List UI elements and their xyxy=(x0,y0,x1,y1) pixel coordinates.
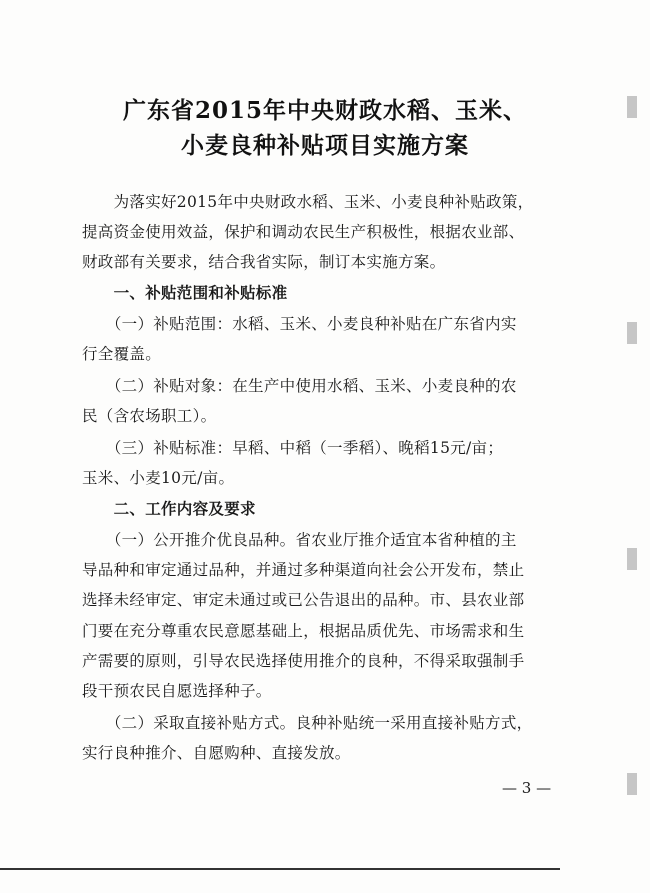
body-text-line: 民（含农场职工）。 xyxy=(82,407,217,425)
document-title-line2: 小麦良种补贴项目实施方案 xyxy=(181,132,469,159)
body-text-line: 产需要的原则，引导农民选择使用推介的良种，不得采取强制手 xyxy=(82,652,525,670)
body-text-line: 为落实好2015年中央财政水稻、玉米、小麦良种补贴政策， xyxy=(82,193,534,211)
section-heading: 一、补贴范围和补贴标准 xyxy=(82,283,288,302)
body-text-line: （一）补贴范围：水稻、玉米、小麦良种补贴在广东省内实 xyxy=(82,315,517,333)
document-title-line1: 广东省2015年中央财政水稻、玉米、 xyxy=(122,97,527,124)
scan-edge-mark xyxy=(627,96,637,118)
bottom-rule xyxy=(0,868,560,870)
body-text-line: 门要在充分尊重农民意愿基础上，根据品质优先、市场需求和生 xyxy=(82,622,525,640)
scan-edge-mark xyxy=(627,773,637,795)
scan-edge-mark xyxy=(627,548,637,570)
body-text-line: 玉米、小麦10元/亩。 xyxy=(82,469,235,487)
body-text-line: （三）补贴标准：早稻、中稻（一季稻）、晚稻15元/亩； xyxy=(82,439,504,457)
body-text-line: 提高资金使用效益，保护和调动农民生产积极性，根据农业部、 xyxy=(82,223,525,241)
body-text-line: 选择未经审定、审定未通过或已公告退出的品种。市、县农业部 xyxy=(82,591,525,609)
body-text-line: 财政部有关要求，结合我省实际，制订本实施方案。 xyxy=(82,253,446,271)
body-text-line: 行全覆盖。 xyxy=(82,345,162,363)
scan-edge-mark xyxy=(627,322,637,344)
body-text-line: 段干预农民自愿选择种子。 xyxy=(82,682,272,700)
body-text-line: （二）补贴对象：在生产中使用水稻、玉米、小麦良种的农 xyxy=(82,377,517,395)
body-text-line: 实行良种推介、自愿购种、直接发放。 xyxy=(82,744,351,762)
body-text-line: （二）采取直接补贴方式。良种补贴统一采用直接补贴方式， xyxy=(82,714,533,732)
section-heading: 二、工作内容及要求 xyxy=(82,499,256,518)
body-text-line: 导品种和审定通过品种，并通过多种渠道向社会公开发布，禁止 xyxy=(82,561,525,579)
page-number: — 3 — xyxy=(502,779,552,797)
body-text-line: （一）公开推介优良品种。省农业厅推介适宜本省种植的主 xyxy=(82,531,517,549)
